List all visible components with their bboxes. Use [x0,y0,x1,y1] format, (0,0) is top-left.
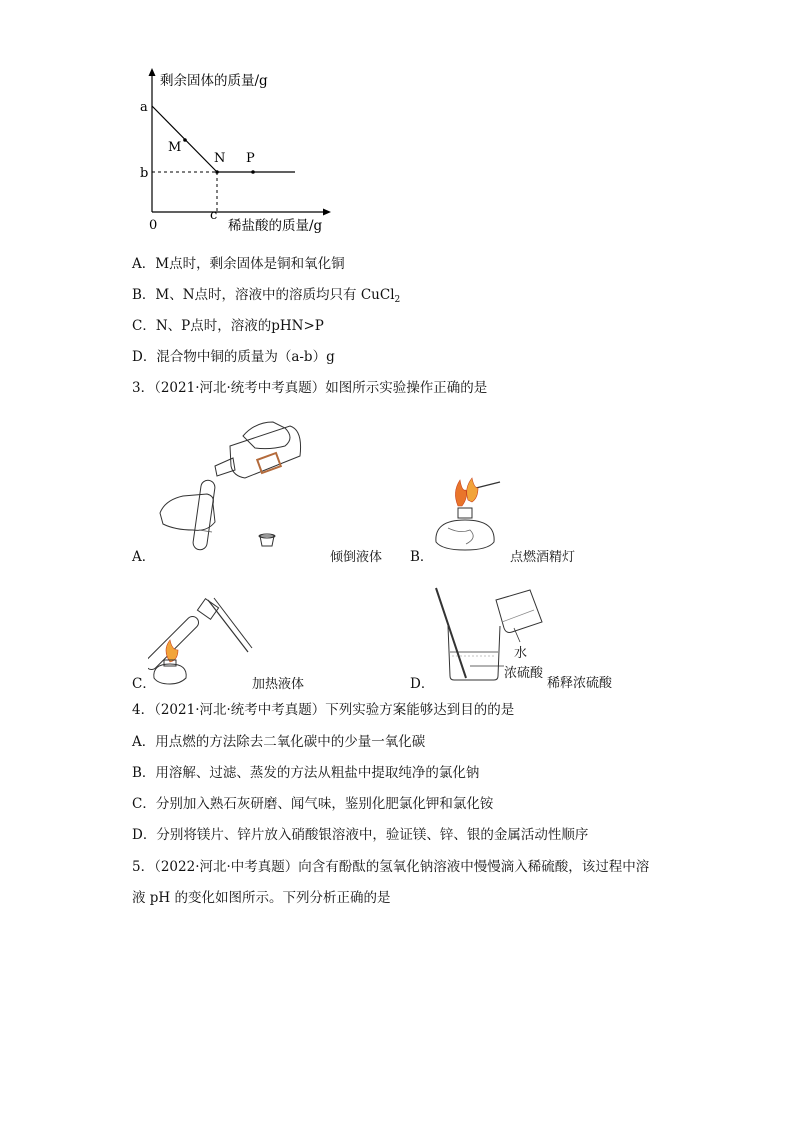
label-c: c [210,208,218,223]
point-N [215,170,219,174]
q3-option-d-caption: 稀释浓硫酸 [547,676,613,691]
burner-lamp [154,664,186,684]
q3-option-d-label-acid: 浓硫酸 [504,666,544,681]
q3-option-d-label-water: 水 [514,646,528,661]
q2-option-b [132,285,400,310]
label-N: N [214,151,226,166]
q3-option-d-letter: D． [410,676,435,692]
label-b: b [140,166,149,181]
flame-left [455,480,466,506]
pouring-beaker [496,590,542,633]
flame-right [467,478,478,502]
q2-option-a: A．M点时，剩余固体是铜和氧化铜 [132,256,345,272]
left-hand-illustration [160,494,215,530]
burner-flame [166,640,178,662]
heated-test-tube [148,614,201,672]
right-hand-illustration [243,422,290,449]
x-axis-arrow [323,209,331,216]
y-axis-label: 剩余固体的质量/g [160,73,268,89]
label-M: M [168,140,182,155]
q3-option-c-caption: 加热液体 [252,677,305,692]
q3-option-b-caption: 点燃酒精灯 [510,550,576,565]
x-axis-label: 稀盐酸的质量/g [228,218,323,234]
q3-option-c-letter: C． [132,676,156,692]
point-M [183,138,187,142]
q4-option-d: D．分别将镁片、锌片放入硝酸银溶液中，验证镁、锌、银的金属活动性顺序 [132,827,589,843]
glass-rod [436,588,466,678]
heating-liquid-figure [148,592,253,687]
q3-stem: 3．（2021·河北·统考中考真题）如图所示实验操作正确的是 [132,380,488,396]
lighting-lamp-figure [428,468,508,560]
q3-option-a-letter: A． [132,549,156,565]
q4-option-b: B．用溶解、过滤、蒸发的方法从粗盐中提取纯净的氯化钠 [132,765,480,781]
q3-option-b-letter: B． [410,549,434,565]
q2-option-b-text: B．M、N点时，溶液中的溶质均只有 CuCl [132,287,395,303]
bottle-label [257,453,281,473]
y-axis-arrow [149,68,156,76]
mass-graph [130,62,350,237]
lamp-wick-holder [458,508,472,518]
label-origin: 0 [149,218,158,233]
label-a: a [140,100,148,115]
q2-option-c: C．N、P点时，溶液的pHN>P [132,318,324,334]
tube-holder [208,600,248,652]
test-tube [192,479,216,550]
q4-option-c: C．分别加入熟石灰研磨、闻气味，鉴别化肥氯化钾和氯化铵 [132,796,494,812]
q3-option-a-caption: 倾倒液体 [330,550,383,565]
q2-option-b-subscript: 2 [394,295,401,305]
beaker [448,626,500,680]
q2-option-d: D．混合物中铜的质量为（a-b）g [132,349,335,365]
point-P [251,170,255,174]
q4-option-a: A．用点燃的方法除去二氧化碳中的少量一氧化碳 [132,734,426,750]
reagent-bottle [230,426,301,478]
q5-stem-line1: 5．（2022·河北·中考真题）向含有酚酞的氢氧化钠溶液中慢慢滴入稀硫酸，该过程中溶 [132,859,650,875]
label-P: P [246,151,255,166]
q5-stem-line2: 液 pH 的变化如图所示。下列分析正确的是 [132,890,391,906]
pouring-liquid-figure [155,418,305,558]
alcohol-lamp-body [436,520,494,550]
q4-stem: 4．（2021·河北·统考中考真题）下列实验方案能够达到目的的是 [132,702,515,718]
